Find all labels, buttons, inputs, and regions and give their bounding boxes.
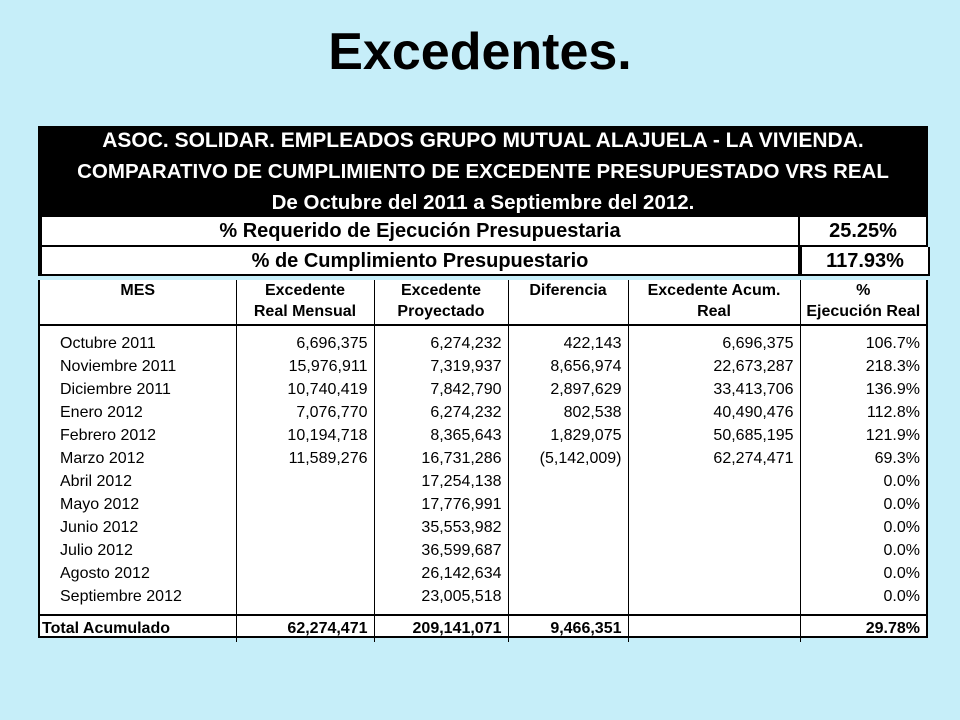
total-proy: 209,141,071 (374, 615, 508, 642)
cell-dif (508, 562, 628, 585)
cell-dif: 422,143 (508, 332, 628, 355)
cell-proy: 36,599,687 (374, 539, 508, 562)
total-real: 62,274,471 (236, 615, 374, 642)
cell-dif (508, 516, 628, 539)
table-row (40, 378, 926, 401)
col-acum-header-1: Excedente Acum. (628, 280, 800, 301)
header-period: De Octubre del 2011 a Septiembre del 2012. (38, 188, 928, 217)
cell-ejec: 0.0% (800, 585, 926, 608)
cell-acum: 40,490,476 (628, 401, 800, 424)
cell-dif (508, 493, 628, 516)
cell-dif: 1,829,075 (508, 424, 628, 447)
cell-real: 7,076,770 (236, 401, 374, 424)
cell-ejec: 0.0% (800, 516, 926, 539)
cell-dif: 8,656,974 (508, 355, 628, 378)
cell-proy: 17,254,138 (374, 470, 508, 493)
column-header-row-2 (40, 301, 926, 325)
table-row (40, 447, 926, 470)
cell-real: 11,589,276 (236, 447, 374, 470)
table-row (40, 516, 926, 539)
cell-proy: 6,274,232 (374, 401, 508, 424)
cell-mes: Junio 2012 (60, 518, 139, 536)
cell-acum (628, 585, 800, 608)
data-table-container (38, 280, 928, 638)
cell-mes: Julio 2012 (60, 541, 133, 559)
cell-mes: Febrero 2012 (60, 426, 157, 444)
cell-dif (508, 470, 628, 493)
cell-acum (628, 470, 800, 493)
cell-proy: 26,142,634 (374, 562, 508, 585)
cell-dif: 802,538 (508, 401, 628, 424)
cell-mes: Octubre 2011 (60, 334, 156, 352)
cell-dif: 2,897,629 (508, 378, 628, 401)
col-dif-header-1: Diferencia (508, 280, 628, 301)
cell-mes: Noviembre 2011 (60, 357, 177, 375)
cell-proy: 17,776,991 (374, 493, 508, 516)
cell-acum: 50,685,195 (628, 424, 800, 447)
cell-acum: 33,413,706 (628, 378, 800, 401)
cell-acum: 22,673,287 (628, 355, 800, 378)
cell-proy: 16,731,286 (374, 447, 508, 470)
col-acum-header-2: Real (628, 301, 800, 325)
table-row (40, 332, 926, 355)
cell-mes: Mayo 2012 (60, 495, 140, 513)
col-proy-header-2: Proyectado (374, 301, 508, 325)
cell-proy: 7,842,790 (374, 378, 508, 401)
column-header-row-1 (40, 280, 926, 301)
table-row (40, 401, 926, 424)
cell-real: 15,976,911 (236, 355, 374, 378)
cell-proy: 35,553,982 (374, 516, 508, 539)
cell-ejec: 69.3% (800, 447, 926, 470)
table-row (40, 424, 926, 447)
requerido-value: 25.25% (800, 217, 928, 245)
cell-real (236, 562, 374, 585)
table-row (40, 585, 926, 608)
cell-ejec: 106.7% (800, 332, 926, 355)
cell-ejec: 218.3% (800, 355, 926, 378)
cell-real (236, 516, 374, 539)
spacer-row (40, 608, 926, 615)
cell-dif (508, 539, 628, 562)
table-row (40, 470, 926, 493)
cell-acum (628, 493, 800, 516)
col-proy-header-1: Excedente (374, 280, 508, 301)
cumplimiento-label: % de Cumplimiento Presupuestario (40, 247, 798, 276)
cumplimiento-value: 117.93% (800, 247, 930, 276)
cell-real (236, 539, 374, 562)
cell-ejec: 0.0% (800, 539, 926, 562)
cell-real: 6,696,375 (236, 332, 374, 355)
cell-real (236, 585, 374, 608)
requerido-row (38, 217, 928, 245)
cell-real: 10,194,718 (236, 424, 374, 447)
table-row (40, 562, 926, 585)
budget-sheet (38, 126, 930, 638)
total-dif: 9,466,351 (508, 615, 628, 642)
cell-ejec: 112.8% (800, 401, 926, 424)
cell-mes: Abril 2012 (60, 472, 133, 490)
table-row (40, 355, 926, 378)
cell-mes: Marzo 2012 (60, 449, 145, 467)
cell-ejec: 0.0% (800, 470, 926, 493)
table-row (40, 539, 926, 562)
total-label: Total Acumulado (40, 615, 236, 642)
cell-real (236, 493, 374, 516)
cell-real (236, 470, 374, 493)
data-table (40, 280, 926, 642)
col-ejec-header-1: % (800, 280, 926, 301)
cell-mes: Diciembre 2011 (60, 380, 171, 398)
cell-proy: 7,319,937 (374, 355, 508, 378)
cell-mes: Agosto 2012 (60, 564, 150, 582)
cell-acum (628, 516, 800, 539)
col-dif-header-2 (508, 301, 628, 325)
cell-ejec: 0.0% (800, 562, 926, 585)
report-header (38, 126, 928, 276)
table-row (40, 493, 926, 516)
col-real-header-2: Real Mensual (236, 301, 374, 325)
spacer-row (40, 325, 926, 332)
cell-dif (508, 585, 628, 608)
cell-ejec: 121.9% (800, 424, 926, 447)
col-mes-header-2 (40, 301, 236, 325)
cell-ejec: 0.0% (800, 493, 926, 516)
slide-title: Excedentes. (328, 23, 632, 81)
cell-real: 10,740,419 (236, 378, 374, 401)
cell-acum: 62,274,471 (628, 447, 800, 470)
col-mes-header: MES (120, 281, 156, 299)
col-ejec-header-2: Ejecución Real (800, 301, 926, 325)
total-ejec: 29.78% (800, 615, 926, 642)
cell-mes: Septiembre 2012 (60, 587, 182, 605)
cell-proy: 8,365,643 (374, 424, 508, 447)
cell-dif: (5,142,009) (508, 447, 628, 470)
col-real-header-1: Excedente (236, 280, 374, 301)
cell-proy: 23,005,518 (374, 585, 508, 608)
cell-acum (628, 562, 800, 585)
header-report-title: COMPARATIVO DE CUMPLIMIENTO DE EXCEDENTE PRESUPUESTADO VRS REAL (38, 157, 928, 186)
cell-mes: Enero 2012 (60, 403, 143, 421)
cell-acum (628, 539, 800, 562)
total-acum (628, 615, 800, 642)
cell-proy: 6,274,232 (374, 332, 508, 355)
cell-acum: 6,696,375 (628, 332, 800, 355)
requerido-label: % Requerido de Ejecución Presupuestaria (40, 217, 798, 245)
header-org-name: ASOC. SOLIDAR. EMPLEADOS GRUPO MUTUAL ALAJUELA - LA VIVIENDA. (38, 126, 928, 155)
total-row (40, 615, 926, 642)
cell-ejec: 136.9% (800, 378, 926, 401)
cumplimiento-row (38, 247, 928, 276)
